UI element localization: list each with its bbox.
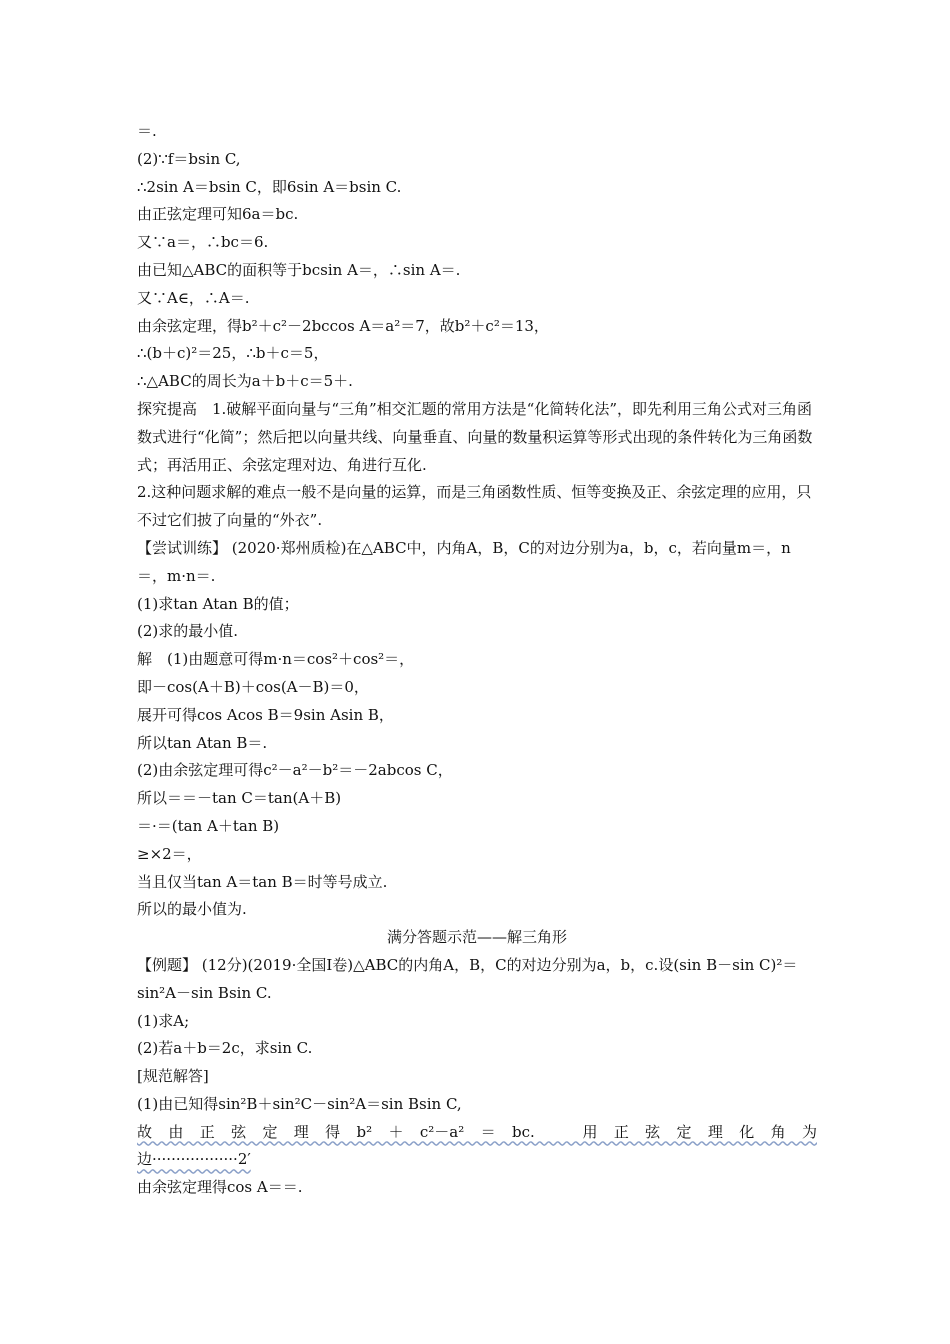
text-line: (2)若a＋b＝2c，求sin C.	[137, 1039, 313, 1058]
text-line: ＝·＝(tan A＋tan B)	[137, 816, 280, 835]
practice-problem: 【尝试训练】 (2020·郑州质检)在△ABC中，内角A，B，C的对边分别为a，b，c，若向量m＝，n＝，m·n＝.	[137, 538, 791, 585]
annotated-line: 故由正弦定理得b²＋c²－a²＝bc. 用正弦定理化角为	[137, 1122, 817, 1141]
text-line: ∴(b＋c)²＝25，∴b＋c＝5，	[137, 344, 329, 363]
document-page	[137, 118, 817, 1202]
section-title: 满分答题示范——解三角形	[386, 928, 567, 947]
explore-paragraph-2: 2.这种问题求解的难点一般不是向量的运算，而是三角函数性质、恒等变换及正、余弦定理的应用，只不过它们披了向量的“外衣”.	[137, 483, 812, 530]
text-line: 又∵A∈，∴A＝.	[137, 288, 250, 307]
text-line: 由余弦定理得cos A＝＝.	[137, 1178, 303, 1197]
text-line: ＝.	[137, 122, 157, 140]
text-line: 由已知△ABC的面积等于bcsin A＝，∴sin A＝.	[137, 260, 461, 279]
text-line: (1)求A;	[137, 1011, 190, 1030]
text-line: 展开可得cos Acos B＝9sin Asin B，	[137, 705, 394, 724]
text-line: 当且仅当tan A＝tan B＝时等号成立.	[137, 872, 388, 891]
text-line: 由余弦定理，得b²＋c²－2bccos A＝a²＝7，故b²＋c²＝13，	[137, 316, 549, 335]
example-problem: 【例题】 (12分)(2019·全国Ⅰ卷)△ABC的内角A，B，C的对边分别为a，b，c.设(sin B－sin C)²＝sin²A－sin Bsin C.	[137, 955, 798, 1002]
text-line: 所以＝＝－tan C＝tan(A＋B)	[137, 789, 342, 808]
text-line: ∴2sin A＝bsin C，即6sin A＝bsin C.	[137, 177, 402, 196]
annotated-line-score: 边··················2′	[137, 1150, 251, 1169]
text-line: (1)求tan Atan B的值；	[137, 594, 299, 613]
text-line: 所以的最小值为.	[137, 900, 247, 919]
text-line: 由正弦定理可知6a＝bc.	[137, 205, 299, 224]
text-line: 又∵a＝，∴bc＝6.	[137, 233, 269, 252]
text-line: [规范解答]	[137, 1067, 209, 1086]
text-line: (2)∵f＝bsin C,	[137, 149, 241, 168]
text-line: 所以tan Atan B＝.	[137, 733, 268, 752]
text-line: 解 (1)由题意可得m·n＝cos²＋cos²＝，	[137, 650, 415, 669]
explore-paragraph-1: 探究提高 1.破解平面向量与“三角”相交汇题的常用方法是“化简转化法”，即先利用三角公式对三角函数式进行“化简”；然后把以向量共线、向量垂直、向量的数量积运算等形式出现的条件转化为三角函数式；再活用正、余弦定理对边、角进行互化.	[137, 399, 813, 474]
text-line: ≥×2＝，	[137, 844, 202, 863]
text-line: ∴△ABC的周长为a＋b＋c＝5＋.	[137, 372, 353, 391]
text-line: (2)由余弦定理可得c²－a²－b²＝－2abcos C，	[137, 761, 453, 780]
text-line: (1)由已知得sin²B＋sin²C－sin²A＝sin Bsin C,	[137, 1094, 462, 1113]
text-line: 即－cos(A＋B)＋cos(A－B)＝0，	[137, 677, 369, 696]
text-line: (2)求的最小值.	[137, 622, 239, 641]
